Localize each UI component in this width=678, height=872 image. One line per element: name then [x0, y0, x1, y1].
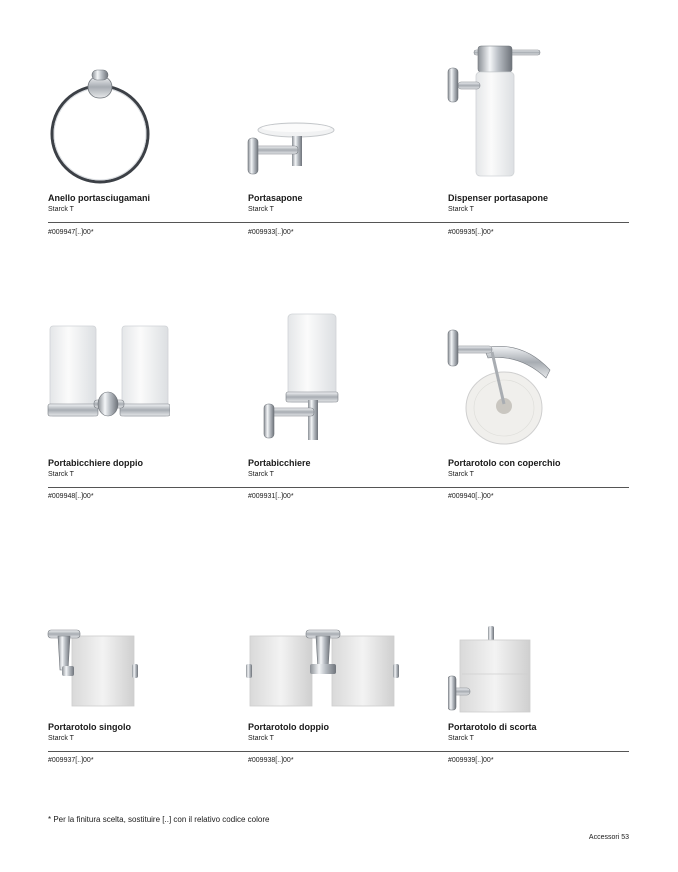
- product-series: Starck T: [248, 735, 274, 742]
- footnote: * Per la finitura scelta, sostituire [..] con il relativo codice colore: [48, 815, 270, 824]
- product-name: Portabicchiere: [248, 458, 311, 468]
- product-name: Portarotolo doppio: [248, 722, 329, 732]
- tumbler-holder-image: [262, 312, 340, 442]
- product-code: #009933[..]00*: [248, 229, 294, 236]
- product-code: #009939[..]00*: [448, 757, 494, 764]
- product-code: #009948[..]00*: [48, 493, 94, 500]
- product-series: Starck T: [448, 471, 474, 478]
- product-name: Dispenser portasapone: [448, 193, 549, 203]
- spare-roll-holder-image: [448, 626, 534, 718]
- product-series: Starck T: [448, 735, 474, 742]
- product-name: Portabicchiere doppio: [48, 458, 144, 468]
- double-paper-holder-image: [246, 626, 400, 712]
- product-series: Starck T: [48, 206, 74, 213]
- single-paper-holder-image: [46, 626, 142, 712]
- towel-ring-image: [48, 66, 152, 184]
- product-code: #009940[..]00*: [448, 493, 494, 500]
- page-number: Accessori 53: [588, 834, 629, 841]
- product-name: Portarotolo di scorta: [448, 722, 537, 732]
- product-name: Portarotolo con coperchio: [448, 458, 561, 468]
- product-series: Starck T: [48, 471, 74, 478]
- soap-dish-image: [246, 120, 340, 180]
- product-code: #009931[..]00*: [248, 493, 294, 500]
- product-name: Portasapone: [248, 193, 303, 203]
- product-series: Starck T: [248, 471, 274, 478]
- double-tumbler-holder-image: [46, 322, 170, 422]
- product-series: Starck T: [448, 206, 474, 213]
- paper-holder-with-lid-image: [446, 326, 552, 446]
- product-name: Portarotolo singolo: [48, 722, 131, 732]
- row-divider: [48, 487, 629, 488]
- product-code: #009937[..]00*: [48, 757, 94, 764]
- row-divider: [48, 222, 629, 223]
- soap-dispenser-image: [446, 44, 542, 180]
- row-divider: [48, 751, 629, 752]
- product-name: Anello portasciugamani: [48, 193, 151, 203]
- product-code: #009938[..]00*: [248, 757, 294, 764]
- product-series: Starck T: [248, 206, 274, 213]
- product-code: #009935[..]00*: [448, 229, 494, 236]
- product-code: #009947[..]00*: [48, 229, 94, 236]
- product-series: Starck T: [48, 735, 74, 742]
